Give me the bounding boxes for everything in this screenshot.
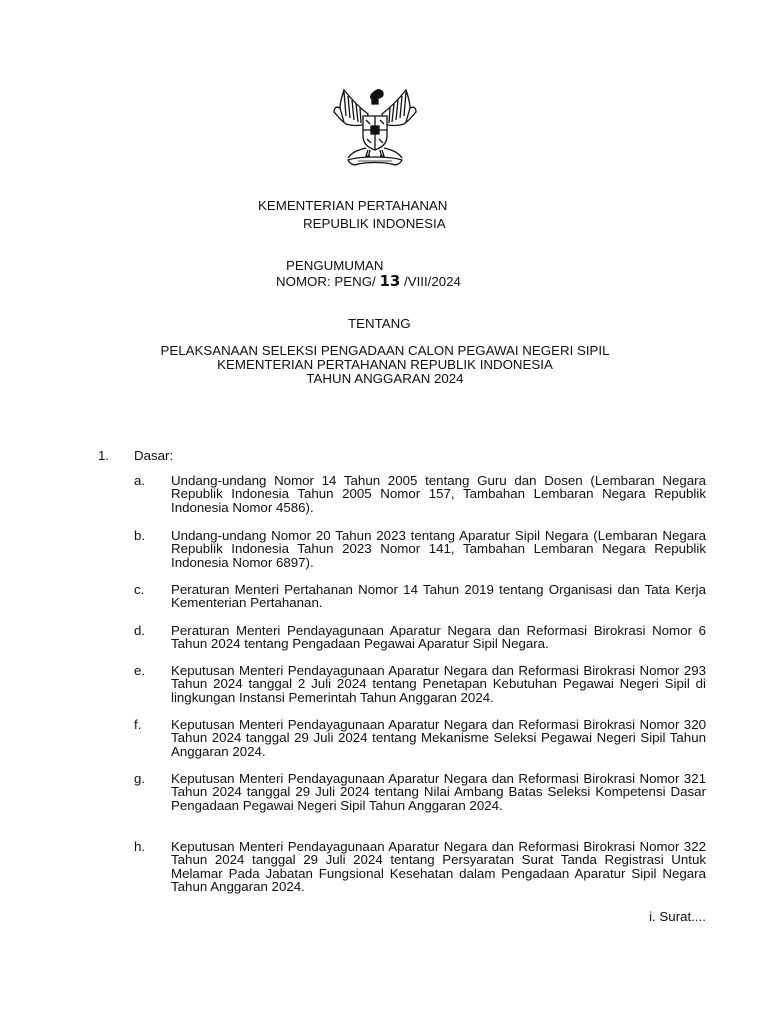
list-item-letter: d. [134,623,146,638]
list-item-text: Undang-undang Nomor 14 Tahun 2005 tentang Guru dan Dosen (Lembaran Negara Republik Indonesia Tahun 2005 Nomor 157, Tambahan Lembaran Negara Republik Indonesia Nomor 4586). [171,473,706,515]
list-item-letter: e. [134,663,146,678]
list-item [134,474,706,514]
title-line: PELAKSANAAN SELEKSI PENGADAAN CALON PEGAWAI NEGERI SIPIL [160,343,610,358]
section-label: Dasar: [134,448,174,463]
list-item [134,840,706,893]
list-item-letter: a. [134,473,146,488]
list-item [134,664,706,704]
list-item-text: Undang-undang Nomor 20 Tahun 2023 tentang Aparatur Sipil Negara (Lembaran Negara Republik Indonesia Tahun 2023 Nomor 141, Tambahan Lembaran Negara Republik Indonesia Nomor 6897). [171,528,706,570]
title-line: KEMENTERIAN PERTAHANAN REPUBLIK INDONESIA [217,357,553,372]
list-item-letter: h. [134,839,146,854]
number-prefix: NOMOR: PENG/ [276,274,376,289]
list-item [134,624,706,651]
about-label: TENTANG [348,316,411,331]
continuation-note: i. Surat.... [649,909,706,924]
list-item-letter: f. [134,717,142,732]
list-item-letter: b. [134,528,146,543]
list-item [134,718,706,758]
list-item [134,529,706,569]
document-number [276,273,516,290]
number-value: 13 [379,272,401,290]
list-item [134,583,706,610]
list-item-text: Keputusan Menteri Pendayagunaan Aparatur Negara dan Reformasi Birokrasi Nomor 293 Tahun 2024 tanggal 2 Juli 2024 tentang Penetapan Kebutuhan Pegawai Negeri Sipil di lingkungan Instansi Pemerintah Tahun Anggaran 2024. [171,663,706,705]
ministry-name: KEMENTERIAN PERTAHANAN [258,198,448,213]
list-item-text: Peraturan Menteri Pendayagunaan Aparatur Negara dan Reformasi Birokrasi Nomor 6 Tahun 2024 tentang Pengadaan Pegawai Aparatur Sipil Negara. [171,623,706,652]
list-item-text: Keputusan Menteri Pendayagunaan Aparatur Negara dan Reformasi Birokrasi Nomor 321 Tahun 2024 tanggal 29 Juli 2024 tentang Nilai Ambang Batas Seleksi Kompetensi Dasar Pengadaan Pegawai Negeri Sipil Tahun Anggaran 2024. [171,771,706,813]
title-line: TAHUN ANGGARAN 2024 [306,371,464,386]
garuda-emblem-icon [330,86,420,170]
list-item-letter: c. [134,582,145,597]
list-item-text: Peraturan Menteri Pertahanan Nomor 14 Tahun 2019 tentang Organisasi dan Tata Kerja Kementerian Pertahanan. [171,582,706,611]
document-type: PENGUMUMAN [286,258,384,273]
section-heading [98,448,173,463]
list-item [134,772,706,812]
number-suffix: /VIII/2024 [404,274,461,289]
list-item-letter: g. [134,771,146,786]
section-number: 1. [98,448,110,463]
list-item-text: Keputusan Menteri Pendayagunaan Aparatur Negara dan Reformasi Birokrasi Nomor 322 Tahun 2024 tanggal 29 Juli 2024 tentang Persyaratan Surat Tanda Registrasi Untuk Melamar Pada Jabatan Fungsional Kesehatan dalam Pengadaan Aparatur Sipil Negara Tahun Anggaran 2024. [171,839,706,894]
list-item-text: Keputusan Menteri Pendayagunaan Aparatur Negara dan Reformasi Birokrasi Nomor 320 Tahun 2024 tanggal 29 Juli 2024 tentang Mekanisme Seleksi Pegawai Negeri Sipil Tahun Anggaran 2024. [171,717,706,759]
country-name: REPUBLIK INDONESIA [303,216,446,231]
